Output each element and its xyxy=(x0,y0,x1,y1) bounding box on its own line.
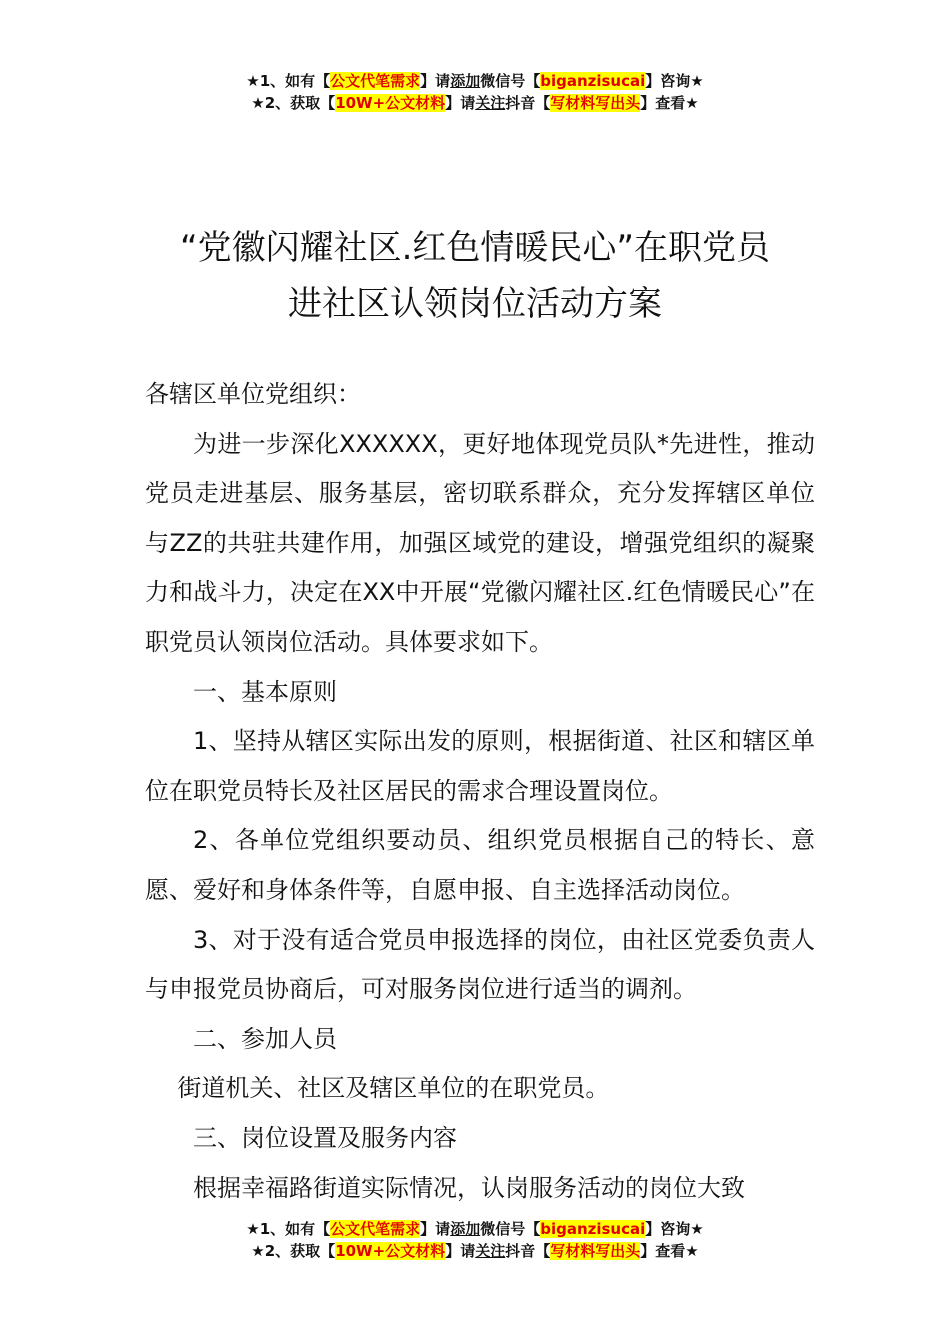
section-heading-participants: 二、参加人员 xyxy=(193,1024,337,1053)
footer-banner-line-2: ★2、获取【10W+公文材料】请关注抖音【写材料写出头】查看★ xyxy=(251,1242,699,1260)
principle-item-3: 3、对于没有适合党员申报选择的岗位，由社区党委负责人与申报党员协商后，可对服务岗位进行适当的调剂。 xyxy=(145,925,815,1004)
highlight-service: 公文代笔需求 xyxy=(330,1220,421,1238)
highlight-materials: 10W+公文材料 xyxy=(335,1242,446,1260)
title-line-2: 进社区认领岗位活动方案 xyxy=(288,284,662,324)
document-title xyxy=(0,220,950,332)
participants-paragraph: 街道机关、社区及辖区单位的在职党员。 xyxy=(177,1074,610,1103)
header-banner xyxy=(0,70,950,114)
principle-item-2: 2、各单位党组织要动员、组织党员根据自己的特长、意愿、爱好和身体条件等，自愿申报、自主选择活动岗位。 xyxy=(145,826,815,904)
header-banner-line-1: ★1、如有【公文代笔需求】请添加微信号【biganzisucai】咨询★ xyxy=(246,72,704,90)
highlight-materials: 10W+公文材料 xyxy=(335,94,446,112)
highlight-wechat-id: biganzisucai xyxy=(540,1220,646,1238)
title-line-1: “党徽闪耀社区.红色情暖民心”在职党员 xyxy=(179,228,771,268)
section-heading-principles: 一、基本原则 xyxy=(193,677,337,706)
footer-banner-line-1: ★1、如有【公文代笔需求】请添加微信号【biganzisucai】咨询★ xyxy=(246,1220,704,1238)
section-heading-positions: 三、岗位设置及服务内容 xyxy=(193,1123,457,1152)
document-body xyxy=(145,370,815,1213)
highlight-douyin-account: 写材料写出头 xyxy=(550,1242,641,1260)
highlight-douyin-account: 写材料写出头 xyxy=(550,94,641,112)
intro-paragraph: 为进一步深化XXXXXX，更好地体现党员队*先进性，推动党员走进基层、服务基层，密切联系群众，充分发挥辖区单位与ZZ的共驻共建作用，加强区域党的建设，增强党组织的凝聚力和战斗力，决定在XX中开展“党徽闪耀社区.红色情暖民心”在职党员认领岗位活动。具体要求如下。 xyxy=(145,429,815,656)
positions-paragraph: 根据幸福路街道实际情况，认岗服务活动的岗位大致 xyxy=(193,1173,745,1202)
highlight-wechat-id: biganzisucai xyxy=(540,72,646,90)
principle-item-1: 1、坚持从辖区实际出发的原则，根据街道、社区和辖区单位在职党员特长及社区居民的需求合理设置岗位。 xyxy=(145,727,815,805)
salutation: 各辖区单位党组织： xyxy=(145,380,361,408)
footer-banner xyxy=(0,1218,950,1262)
highlight-service: 公文代笔需求 xyxy=(330,72,421,90)
header-banner-line-2: ★2、获取【10W+公文材料】请关注抖音【写材料写出头】查看★ xyxy=(251,94,699,112)
